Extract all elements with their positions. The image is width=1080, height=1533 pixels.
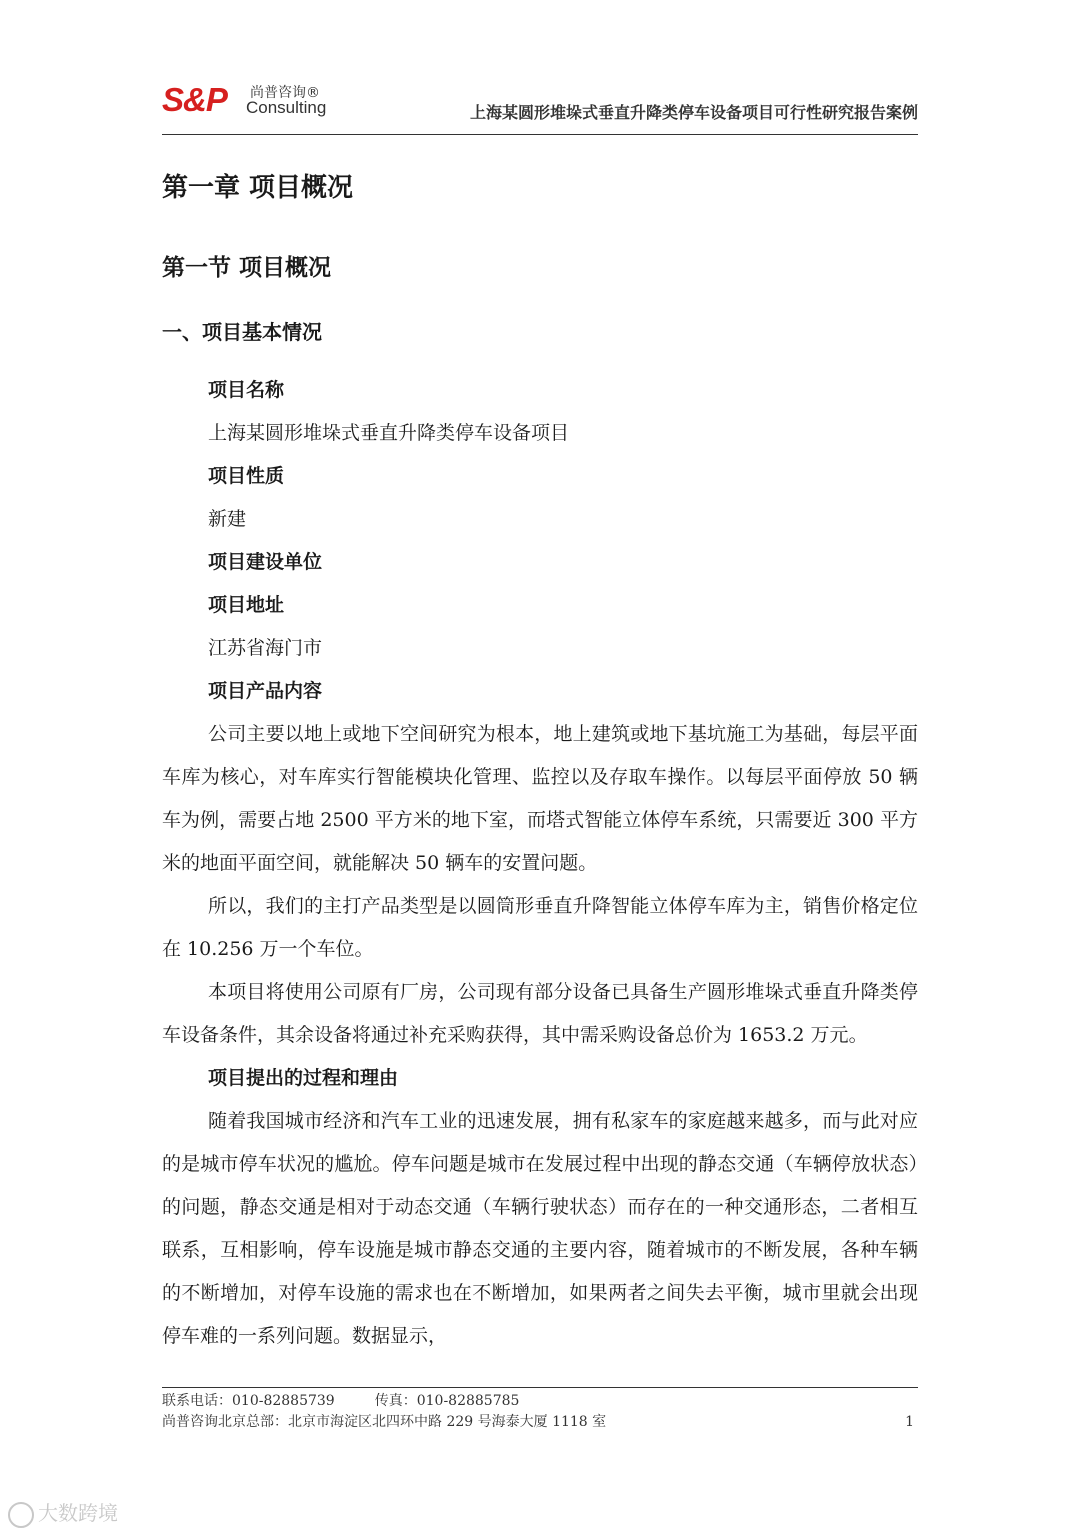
page-footer [162, 1387, 918, 1433]
document-body [162, 369, 918, 1358]
page-header [162, 74, 918, 135]
logo-mark: S&P [162, 81, 227, 118]
project-address-label: 项目地址 [208, 594, 285, 616]
page-number: 1 [905, 1414, 914, 1430]
paragraph-product-3: 本项目将使用公司原有厂房，公司现有部分设备已具备生产圆形堆垛式垂直升降类停车设备条件，其余设备将通过补充采购获得，其中需采购设备总价为 1653.2 万元。 [162, 981, 918, 1046]
footer-fax: 传真：010-82885785 [374, 1393, 520, 1409]
chapter-title: 第一章 项目概况 [162, 173, 354, 203]
paragraph-product-1: 公司主要以地上或地下空间研究为根本，地上建筑或地下基坑施工为基础，每层平面车库为核心，对车库实行智能模块化管理、监控以及存取车操作。以每层平面停放 50 辆车为例，需要占地 2500 平方米的地下室，而塔式智能立体停车系统，只需要近 300 平方米的地面平面空间，就能解决 50 辆车的安置问题。 [162, 723, 918, 874]
paragraph-reason: 随着我国城市经济和汽车工业的迅速发展，拥有私家车的家庭越来越多，而与此对应的是城市停车状况的尴尬。停车问题是城市在发展过程中出现的静态交通（车辆停放状态）的问题，静态交通是相对于动态交通（车辆行驶状态）而存在的一种交通形态，二者相互联系，互相影响，停车设施是城市静态交通的主要内容，随着城市的不断发展，各种车辆的不断增加，对停车设施的需求也在不断增加，如果两者之间失去平衡，城市里就会出现停车难的一系列问题。数据显示， [162, 1110, 918, 1347]
construction-unit-label: 项目建设单位 [208, 551, 323, 573]
watermark-text: 大数跨境 [38, 1501, 118, 1525]
watermark-logo-icon [8, 1502, 34, 1528]
project-name-label: 项目名称 [208, 379, 285, 401]
footer-phone: 联系电话：010-82885739 [162, 1393, 335, 1409]
project-address-value: 江苏省海门市 [208, 637, 323, 659]
project-name-value: 上海某圆形堆垛式垂直升降类停车设备项目 [208, 422, 570, 444]
subsection-title: 一、项目基本情况 [162, 320, 322, 344]
logo-chinese-name: 尚普咨询® [250, 85, 320, 101]
header-title: 上海某圆形堆垛式垂直升降类停车设备项目可行性研究报告案例 [469, 103, 918, 122]
paragraph-product-2: 所以，我们的主打产品类型是以圆筒形垂直升降智能立体停车库为主，销售价格定位在 10.256 万一个车位。 [162, 895, 918, 960]
footer-contact [162, 1391, 918, 1412]
footer-address: 尚普咨询北京总部：北京市海淀区北四环中路 229 号海泰大厦 1118 室 [162, 1414, 607, 1430]
logo-english-name: Consulting [246, 98, 327, 117]
product-content-label: 项目产品内容 [208, 680, 323, 702]
project-nature-label: 项目性质 [208, 465, 285, 487]
section-title: 第一节 项目概况 [162, 255, 332, 281]
project-nature-value: 新建 [208, 508, 247, 530]
reason-label: 项目提出的过程和理由 [208, 1067, 399, 1089]
watermark [8, 1497, 118, 1528]
